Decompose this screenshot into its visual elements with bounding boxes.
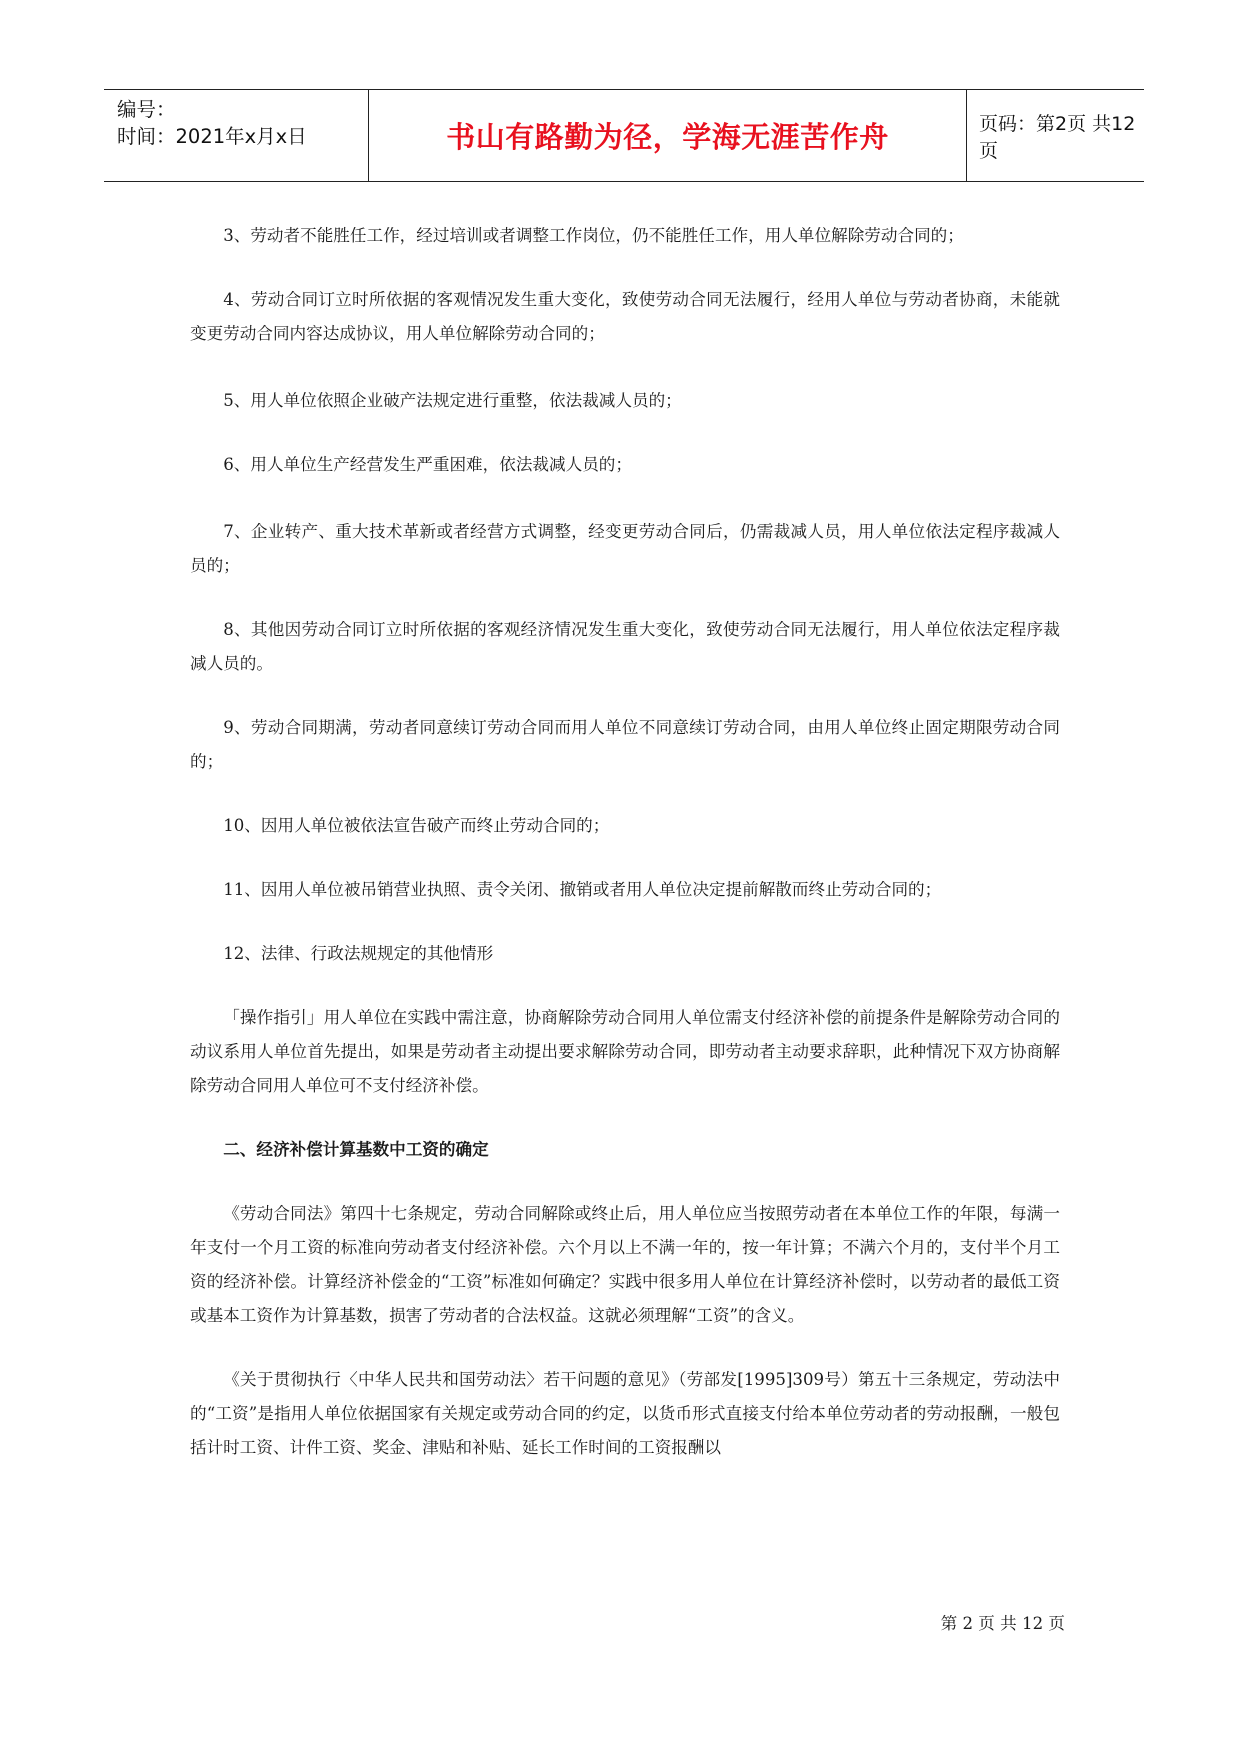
document-number-label: 编号： — [117, 98, 176, 121]
header-meta — [104, 90, 369, 181]
paragraph-item-9: 9、劳动合同期满，劳动者同意续订劳动合同而用人单位不同意续订劳动合同，由用人单位终止固定期限劳动合同的； — [190, 718, 1060, 771]
paragraph-item-8: 8、其他因劳动合同订立时所依据的客观经济情况发生重大变化，致使劳动合同无法履行，用人单位依法定程序裁减人员的。 — [190, 620, 1060, 673]
paragraph-item-11: 11、因用人单位被吊销营业执照、责令关闭、撤销或者用人单位决定提前解散而终止劳动合同的； — [223, 880, 942, 899]
paragraph-item-12: 12、法律、行政法规规定的其他情形 — [223, 944, 494, 963]
paragraph-operation-guide: 「操作指引」用人单位在实践中需注意，协商解除劳动合同用人单位需支付经济补偿的前提条件是解除劳动合同的动议系用人单位首先提出，如果是劳动者主动提出要求解除劳动合同，即劳动者主动要求辞职，此种情况下双方协商解除劳动合同用人单位可不支付经济补偿。 — [190, 1008, 1060, 1095]
page-footer: 第 2 页 共 12 页 — [940, 1614, 1065, 1633]
header-page-info: 页码：第2页 共12页 — [979, 112, 1136, 162]
paragraph-item-6: 6、用人单位生产经营发生严重困难，依法裁减人员的； — [223, 455, 632, 474]
paragraph-opinion-53: 《关于贯彻执行〈中华人民共和国劳动法〉若干问题的意见》（劳部发[1995]309号）第五十三条规定，劳动法中的“工资”是指用人单位依据国家有关规定或劳动合同的约定，以货币形式直接支付给本单位劳动者的劳动报酬，一般包括计时工资、计件工资、奖金、津贴和补贴、延长工作时间的工资报酬以 — [190, 1370, 1060, 1457]
paragraph-item-10: 10、因用人单位被依法宣告破产而终止劳动合同的； — [223, 816, 610, 835]
header-motto: 书山有路勤为径，学海无涯苦作舟 — [369, 90, 967, 181]
paragraph-item-4: 4、劳动合同订立时所依据的客观情况发生重大变化，致使劳动合同无法履行，经用人单位与劳动者协商，未能就变更劳动合同内容达成协议，用人单位解除劳动合同的； — [190, 290, 1060, 343]
document-time-label: 时间：2021年x月x日 — [117, 125, 307, 148]
paragraph-item-7: 7、企业转产、重大技术革新或者经营方式调整，经变更劳动合同后，仍需裁减人员，用人单位依法定程序裁减人员的； — [190, 522, 1060, 575]
document-header — [104, 89, 1144, 182]
paragraph-item-5: 5、用人单位依照企业破产法规定进行重整，依法裁减人员的； — [223, 391, 682, 410]
section-heading: 二、经济补偿计算基数中工资的确定 — [223, 1140, 489, 1159]
paragraph-article-47: 《劳动合同法》第四十七条规定，劳动合同解除或终止后，用人单位应当按照劳动者在本单位工作的年限，每满一年支付一个月工资的标准向劳动者支付经济补偿。六个月以上不满一年的，按一年计算；不满六个月的，支付半个月工资的经济补偿。计算经济补偿金的“工资”标准如何确定？实践中很多用人单位在计算经济补偿时，以劳动者的最低工资或基本工资作为计算基数，损害了劳动者的合法权益。这就必须理解“工资”的含义。 — [190, 1204, 1060, 1325]
document-body — [190, 219, 1060, 1465]
paragraph-item-3: 3、劳动者不能胜任工作，经过培训或者调整工作岗位，仍不能胜任工作，用人单位解除劳动合同的； — [223, 226, 964, 245]
